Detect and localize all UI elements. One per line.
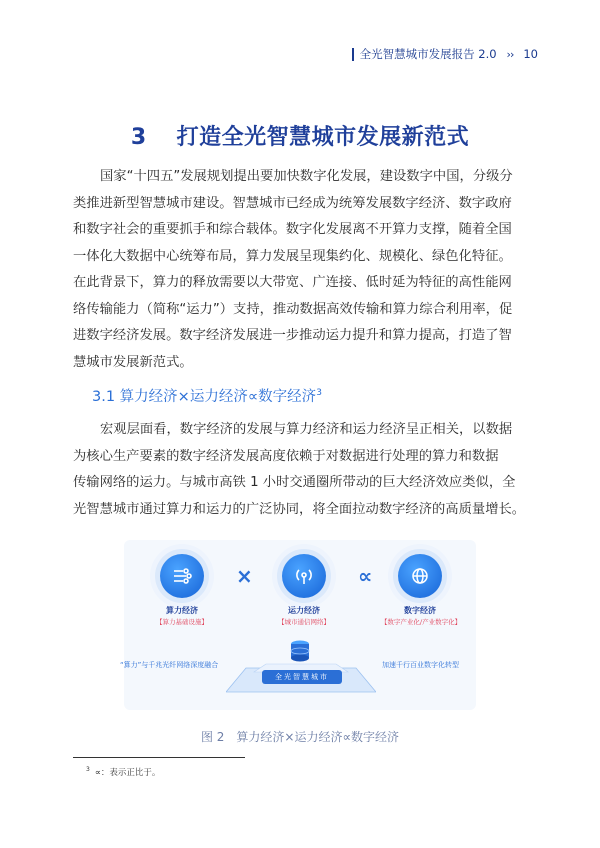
compute-icon [160,554,204,598]
section-number: 3.1 [92,389,116,405]
footnote [86,766,160,778]
paragraph-line: 和数字社会的重要抓手和综合载体。数字化发展离不开算力支撑，随着全国 [73,222,512,237]
figure-number: 图 2 [200,730,225,744]
footnote-divider [73,757,245,758]
paragraph-line: 为核心生产要素的数字经济发展高度依赖于对数据进行处理的算力和数据 [73,448,499,464]
figure-diagram [120,540,476,710]
paragraph-line: 类推进新型智慧城市建设。智慧城市已经成为统筹发展数字经济、数字政府 [73,195,512,211]
paragraph-line: 宏观层面看，数字经济的发展与算力经济和运力经济呈正相关，以数据 [100,422,513,437]
paragraph-line: 传输网络的运力。与城市高铁 1 小时交通圈所带动的巨大经济效应类似，全 [73,475,516,490]
chapter-heading: 打造全光智慧城市发展新范式 [176,125,470,150]
paragraph-line: 光智慧城市通过算力和运力的广泛协同，将全面拉动数字经济的高质量增长。 [73,501,526,517]
transport-economy-label: 运力经济 [288,606,320,615]
footnote-mark: 3 [86,766,90,773]
signal-tower-icon [282,554,326,598]
digital-economy-sub: 【数字产业化/产业数字化】 [380,618,462,626]
page-header [352,46,538,62]
figure-caption [0,728,600,745]
proportional-operator: ∝ [358,564,373,588]
paragraph-line: 国家“十四五”发展规划提出要加快数字化发展，建设数字中国，分级分 [100,169,513,184]
chapter-title [0,120,600,151]
transport-economy-sub: 【城市通信网络】 [278,618,330,626]
compute-economy-label: 算力经济 [166,606,198,615]
section-title: 算力经济×运力经济∝数字经济 [119,389,317,405]
paragraph-line: 一体化大数据中心统筹布局，算力发展呈现集约化、规模化、绿色化特征。 [73,248,512,264]
figure-caption-text: 算力经济×运力经济∝数字经济 [236,730,400,744]
chapter-number: 3 [130,125,147,150]
multiply-operator: × [236,564,253,588]
database-icon [286,638,314,666]
report-title: 全光智慧城市发展报告 2.0 [359,47,497,61]
header-divider [352,48,354,61]
left-note: “算力”与千兆光纤网络深度融合 [120,661,219,669]
center-badge: 全光智慧城市 [262,670,342,684]
digital-economy-label: 数字经济 [404,606,436,615]
right-note: 加速千行百业数字化转型 [382,661,459,669]
globe-icon [398,554,442,598]
paragraph-line: 在此背景下，算力的释放需要以大带宽、广连接、低时延为特征的高性能网 [73,275,512,290]
section-heading [92,385,322,406]
intro-paragraph [73,164,543,376]
footnote-ref[interactable]: 3 [316,388,322,398]
compute-economy-sub: 【算力基础设施】 [156,618,208,626]
chevron-right-icon: ›› [506,47,514,61]
footnote-text: ∝：表示正比于。 [94,768,161,778]
paragraph-line: 进数字经济发展。数字经济发展进一步推动运力提升和算力提高，打造了智 [73,328,512,343]
body-paragraph [73,417,543,523]
paragraph-line: 慧城市发展新范式。 [73,354,193,370]
paragraph-line: 络传输能力（简称“运力”）支持，推动数据高效传输和算力综合利用率，促 [73,301,513,317]
page-number: 10 [523,47,538,61]
